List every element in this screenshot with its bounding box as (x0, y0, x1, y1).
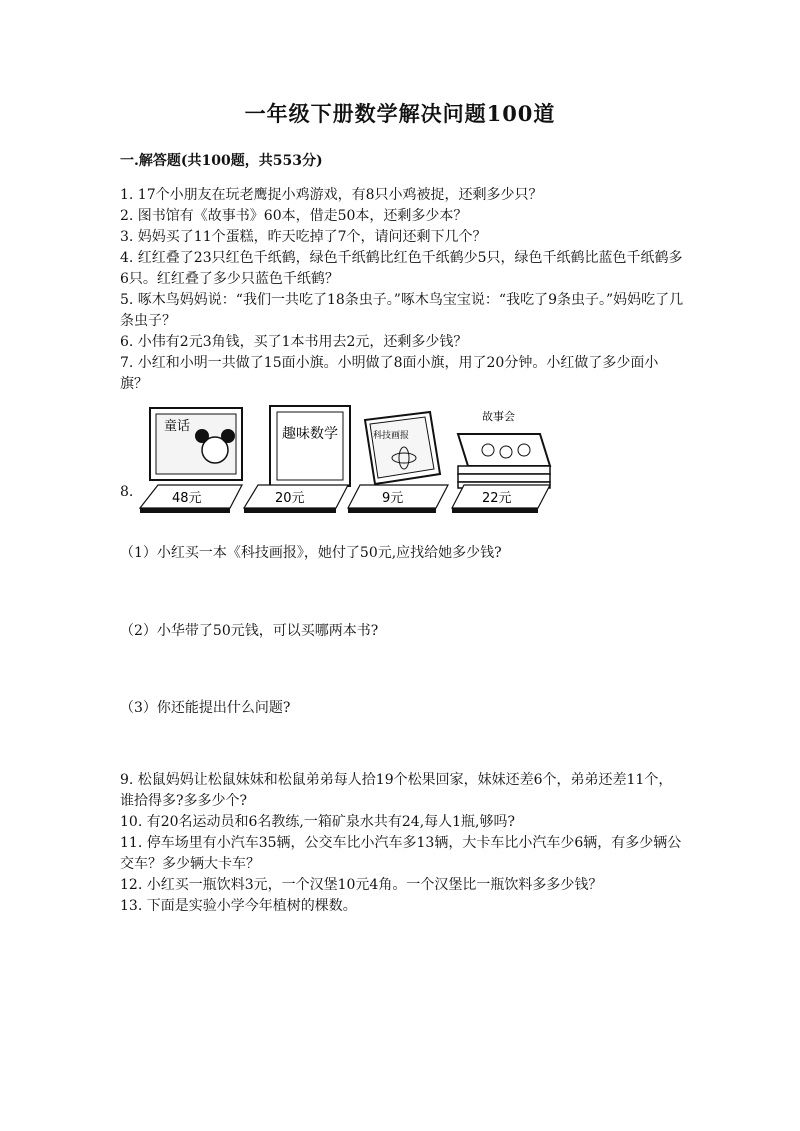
question-2: 2. 图书馆有《故事书》60本，借走50本，还剩多少本？ (120, 208, 468, 224)
question-10: 10. 有20名运动员和6名教练,一箱矿泉水共有24,每人1瓶,够吗? (120, 814, 516, 830)
book-cover-title: 趣味数学 (282, 426, 338, 442)
question-5: 5. 啄木鸟妈妈说：“我们一共吃了18条虫子。”啄木鸟宝宝说：“我吃了9条虫子。”妈妈吃了几条虫子？ (120, 292, 684, 329)
question-list-a (120, 185, 685, 395)
question-list-b (120, 770, 685, 917)
book-science-pictorial (365, 412, 440, 484)
mouse-ear-icon (221, 429, 235, 443)
question-4: 4. 红红叠了23只红色千纸鹤，绿色千纸鹤比红色千纸鹤少5只，绿色千纸鹤比蓝色千纸鹤多6只。红红叠了多少只蓝色千纸鹤？ (120, 250, 683, 287)
question-11: 11. 停车场里有小汽车35辆，公交车比小汽车多13辆，大卡车比小汽车少6辆，有多少辆公交车？多少辆大卡车？ (120, 835, 682, 872)
price-shelves (140, 485, 550, 513)
section-heading: 一.解答题(共100题，共553分) (120, 153, 323, 169)
question-9: 9. 松鼠妈妈让松鼠妹妹和松鼠弟弟每人拾19个松果回家，妹妹还差6个，弟弟还差11个，谁拾得多?多多少个? (120, 772, 673, 809)
book-cover-title: 童话 (164, 419, 191, 434)
question-8-sub-1: （1）小红买一本《科技画报》，她付了50元,应找给她多少钱? (120, 545, 502, 561)
book-fun-math (270, 406, 350, 490)
price-label: 48元 (172, 491, 202, 506)
question-1: 1. 17个小朋友在玩老鹰捉小鸡游戏，有8只小鸡被捉，还剩多少只？ (120, 187, 543, 203)
question-13: 13. 下面是实验小学今年植树的棵数。 (120, 898, 357, 914)
price-label: 22元 (482, 491, 512, 506)
page-title: 一年级下册数学解决问题100道 (244, 101, 556, 126)
price-label: 9元 (382, 491, 404, 506)
question-8-number: 8. (120, 484, 134, 500)
book-cover-title: 故事会 (482, 410, 515, 423)
books-illustration (120, 400, 565, 520)
question-8-sub-3: （3）你还能提出什么问题? (120, 700, 291, 716)
book-cover-title: 科技画报 (373, 431, 410, 441)
book-story-collection (458, 409, 550, 488)
book-fairy-tales (150, 408, 242, 480)
question-12: 12. 小红买一瓶饮料3元，一个汉堡10元4角。一个汉堡比一瓶饮料多多少钱？ (120, 877, 603, 893)
mouse-ear-icon (195, 429, 209, 443)
price-label: 20元 (275, 491, 305, 506)
question-3: 3. 妈妈买了11个蛋糕，昨天吃掉了7个，请问还剩下几个？ (120, 229, 487, 245)
question-8-sub-2: （2）小华带了50元钱，可以买哪两本书? (120, 623, 379, 639)
question-6: 6. 小伟有2元3角钱，买了1本书用去2元，还剩多少钱？ (120, 334, 468, 350)
question-7: 7. 小红和小明一共做了15面小旗。小明做了8面小旗，用了20分钟。小红做了多少面小旗？ (120, 355, 659, 392)
